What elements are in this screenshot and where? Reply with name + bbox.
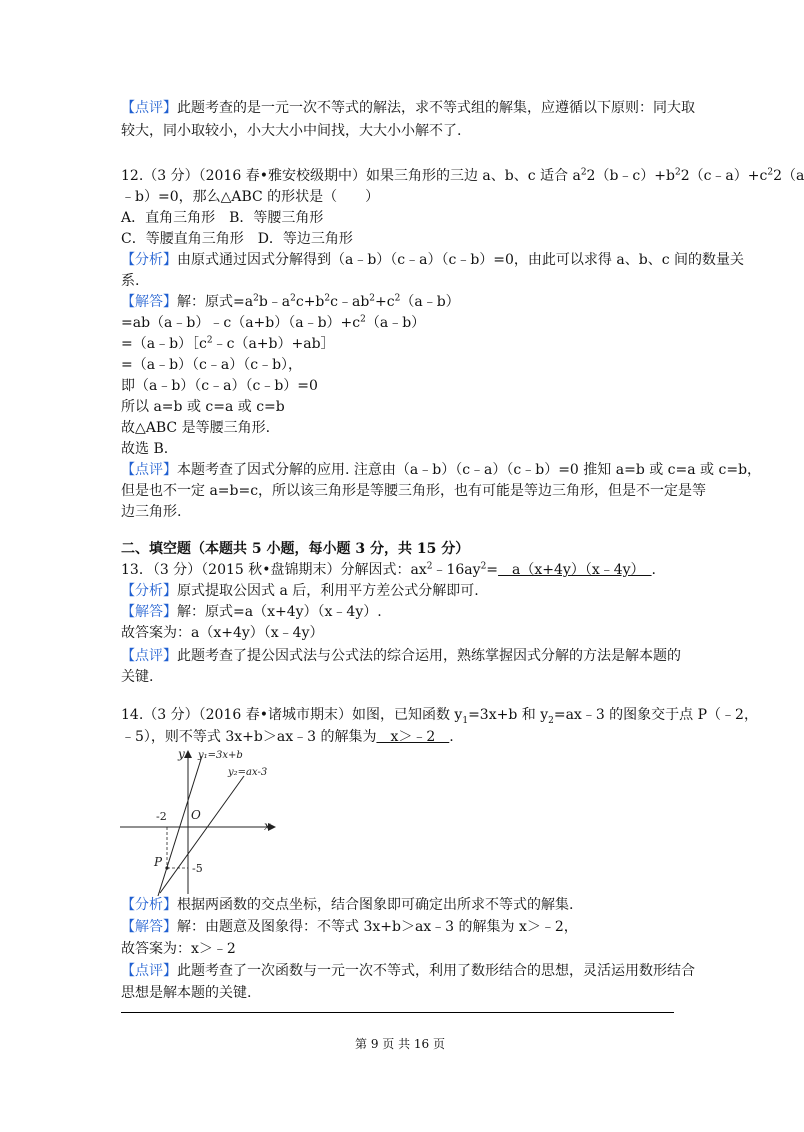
solution-text: +c <box>375 294 395 310</box>
q12-solution-line-7: 故△ABC 是等腰三角形. <box>121 420 271 436</box>
q14-review-line-1 <box>121 961 695 981</box>
stem-text: 14.（3 分）（2016 春•诸城市期末）如图，已知函数 y <box>121 707 463 723</box>
q13-review-line-1 <box>121 646 681 666</box>
q12-solution-line-8: 故选 B. <box>121 441 169 457</box>
q13-final-answer: 故答案为：a（x+4y）（x﹣4y） <box>121 625 324 641</box>
analysis-tag: 【分析】 <box>121 252 177 268</box>
stem-text: 13．（3 分）（2015 秋•盘锦期末）分解因式：ax <box>121 562 427 578</box>
q14-solution <box>121 917 578 937</box>
section-heading: 二、填空题（本题共 5 小题，每小题 3 分，共 15 分） <box>121 541 470 557</box>
solution-tag: 【解答】 <box>121 294 177 310</box>
q12-solution-line-2 <box>121 313 425 333</box>
review-tag: 【点评】 <box>121 462 177 478</box>
q14-review-line-2: 思想是解本题的关键. <box>121 985 252 1001</box>
exponent: 2 <box>369 293 376 304</box>
label-origin: O <box>191 808 201 822</box>
analysis-tag: 【分析】 <box>121 897 177 913</box>
exponent: 2 <box>426 561 433 572</box>
q12-options-ab: A．直角三角形 B．等腰三角形 <box>121 210 324 226</box>
q14-final-answer: 故答案为：x＞﹣2 <box>121 941 236 957</box>
stem-text: . <box>651 562 656 578</box>
stem-text: =3x+b 和 y <box>468 707 549 723</box>
stem-text: 12.（3 分）（2016 春•雅安校级期中）如果三角形的三边 a、b、c 适合 a <box>121 168 581 184</box>
solution-tag: 【解答】 <box>121 604 177 620</box>
q12-analysis-line-2: 系. <box>121 273 140 289</box>
stem-text: =ax﹣3 的图象交于点 P（﹣2， <box>553 707 758 723</box>
footer-divider <box>121 1012 674 1013</box>
stem-text: = <box>486 562 499 578</box>
q11-review-line-1 <box>121 98 695 118</box>
q13-solution <box>121 602 382 622</box>
q12-stem-line-2: ﹣b）=0，那么△ABC 的形状是（ ） <box>121 189 380 205</box>
q13-stem <box>121 560 656 580</box>
q12-review-line-3: 边三角形. <box>121 504 182 520</box>
exponent: 2 <box>480 561 487 572</box>
solution-text: 解：原式=a（x+4y）（x﹣4y）. <box>177 604 382 620</box>
label-y2: y₂=ax-3 <box>228 767 268 778</box>
q14-stem-line-2 <box>121 727 454 747</box>
q12-analysis-line-1 <box>121 250 744 270</box>
stem-text: 2（c﹣a）+c <box>680 168 768 184</box>
stem-text: 2（a <box>773 168 804 184</box>
review-tag: 【点评】 <box>121 100 177 116</box>
q12-solution-line-3 <box>121 334 335 354</box>
label-y1: y₁=3x+b <box>198 750 243 761</box>
analysis-tag: 【分析】 <box>121 583 177 599</box>
label-minus-2: -2 <box>156 810 167 823</box>
page-footer: 第 9 页 共 16 页 <box>355 1037 445 1051</box>
q12-stem-line-1 <box>121 166 804 186</box>
q14-analysis <box>121 895 573 915</box>
label-x: x <box>264 819 271 833</box>
answer-blank: x＞﹣2 <box>376 729 450 745</box>
q12-solution-line-1 <box>121 292 460 312</box>
exponent: 2 <box>290 293 296 304</box>
solution-text: c﹣ab <box>330 294 370 310</box>
review-text: 此题考查了提公因式法与公式法的综合运用，熟练掌握因式分解的方法是解本题的 <box>177 648 681 664</box>
analysis-text: 由原式通过因式分解得到（a﹣b）（c﹣a）（c﹣b）=0，由此可以求得 a、b、c 间的数量关 <box>177 252 744 268</box>
stem-text: 2（b﹣c）+b <box>586 168 675 184</box>
analysis-text: 原式提取公因式 a 后，利用平方差公式分解即可. <box>177 583 479 599</box>
exponent: 2 <box>580 167 587 178</box>
q13-review-line-2: 关键. <box>121 669 154 685</box>
review-text: 此题考查的是一元一次不等式的解法，求不等式组的解集，应遵循以下原则：同大取 <box>177 100 695 116</box>
q12-solution-line-5: 即（a﹣b）（c﹣a）（c﹣b）=0 <box>121 378 318 394</box>
solution-text: c+b <box>295 294 325 310</box>
q12-solution-line-4: =（a﹣b）（c﹣a）（c﹣b）， <box>121 357 303 373</box>
subscript: 1 <box>462 715 469 726</box>
solution-text: b﹣a <box>258 294 291 310</box>
analysis-text: 根据两函数的交点坐标，结合图象即可确定出所求不等式的解集. <box>177 897 574 913</box>
subscript: 2 <box>548 715 554 726</box>
point-p <box>165 866 168 869</box>
label-minus-5: -5 <box>192 862 203 875</box>
exponent: 2 <box>394 293 401 304</box>
exponent: 2 <box>206 335 213 346</box>
stem-text: . <box>449 729 454 745</box>
exponent: 2 <box>253 293 259 304</box>
line-y1 <box>158 756 202 896</box>
label-p: P <box>154 855 163 869</box>
solution-text: （a﹣b） <box>400 294 460 310</box>
function-graph-figure <box>118 748 288 898</box>
review-tag: 【点评】 <box>121 648 177 664</box>
q12-review-line-1 <box>121 460 761 480</box>
review-text: 此题考查了一次函数与一元一次不等式，利用了数形结合的思想，灵活运用数形结合 <box>177 963 695 979</box>
review-text: 较大，同小取较小，小大大小中间找，大大小小解不了. <box>121 123 462 139</box>
label-y: y <box>178 747 185 761</box>
q12-options-cd: C．等腰直角三角形 D．等边三角形 <box>121 231 353 247</box>
answer-blank: a（x+4y）（x﹣4y） <box>498 562 652 578</box>
solution-tag: 【解答】 <box>121 919 177 935</box>
exponent: 2 <box>767 167 774 178</box>
exponent: 2 <box>324 293 331 304</box>
q12-review-line-2: 但是也不一定 a=b=c，所以该三角形是等腰三角形，也有可能是等边三角形，但是不一定是等 <box>121 483 707 499</box>
stem-text: ﹣16ay <box>432 562 481 578</box>
line-y2 <box>160 776 244 893</box>
solution-text: =ab（a﹣b）﹣c（a+b）（a﹣b）+c <box>121 315 361 331</box>
stem-text: ﹣5），则不等式 3x+b＞ax﹣3 的解集为 <box>121 729 377 745</box>
q11-review-line-2 <box>121 121 461 141</box>
review-text: 本题考查了因式分解的应用. 注意由（a﹣b）（c﹣a）（c﹣b）=0 推知 a=b 或 c=a 或 c=b， <box>177 462 762 478</box>
solution-text: （a﹣b） <box>365 315 426 331</box>
exponent: 2 <box>674 167 681 178</box>
solution-text: =（a﹣b）［c <box>121 336 207 352</box>
q13-analysis <box>121 581 479 601</box>
q12-solution-line-6: 所以 a=b 或 c=a 或 c=b <box>121 399 285 415</box>
y-axis-arrow-icon <box>184 750 192 758</box>
solution-text: 解：原式=a <box>177 294 254 310</box>
q14-stem-line-1 <box>121 705 758 725</box>
review-tag: 【点评】 <box>121 963 177 979</box>
solution-text: ﹣c（a+b）+ab］ <box>212 336 335 352</box>
exponent: 2 <box>360 314 366 325</box>
solution-text: 解：由题意及图象得：不等式 3x+b＞ax﹣3 的解集为 x＞﹣2， <box>177 919 578 935</box>
